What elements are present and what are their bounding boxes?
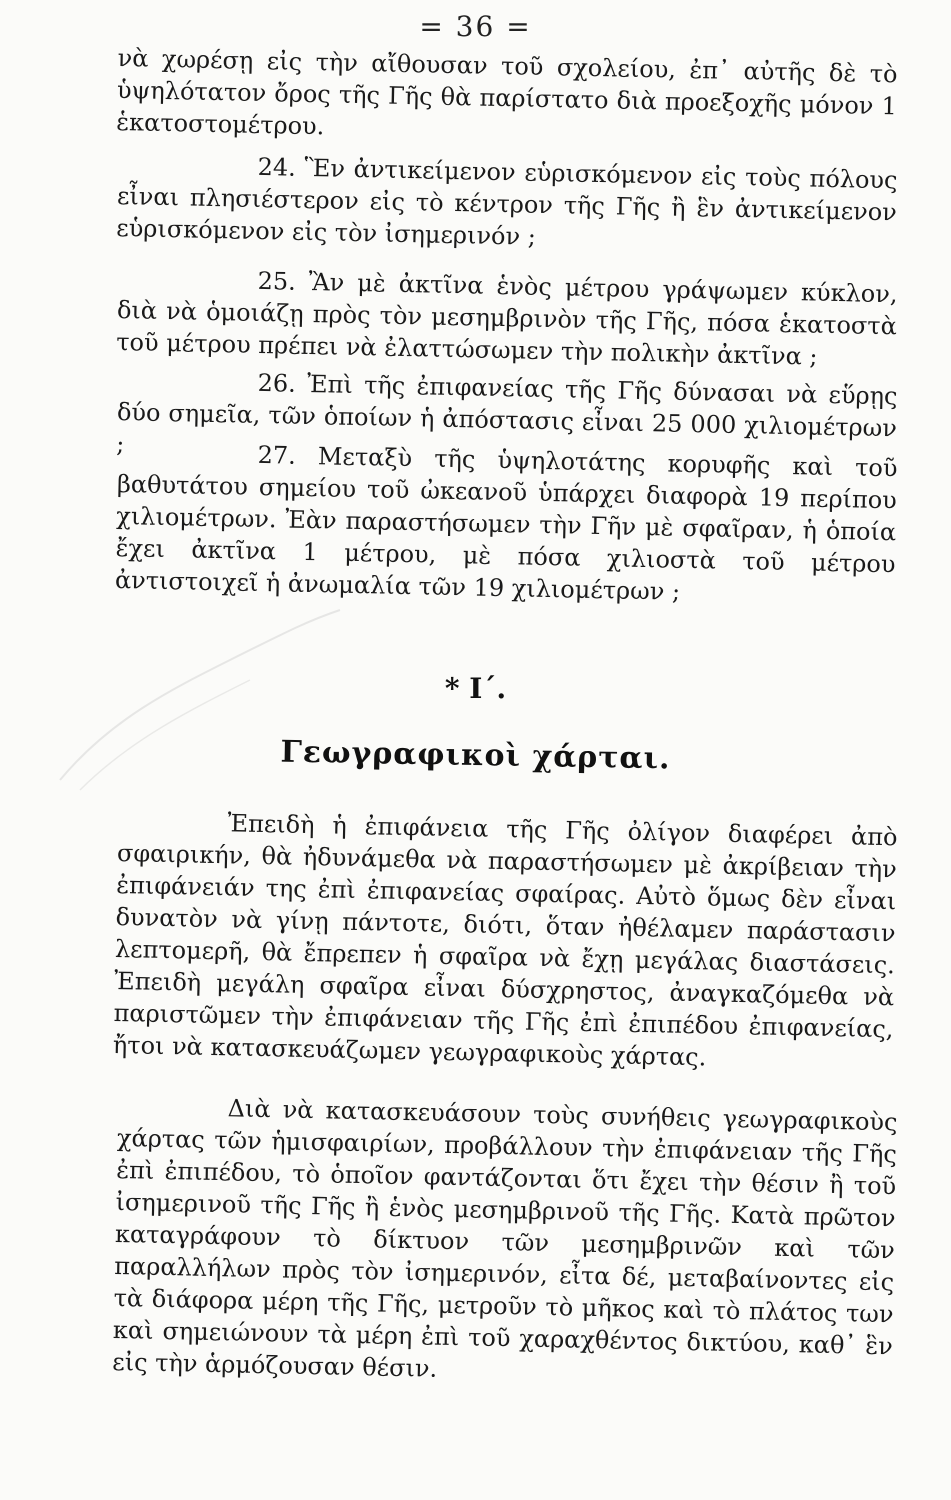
question-text: 27. Μεταξὺ τῆς ὑψηλοτάτης κορυφῆς καὶ τοῦ βαθυτάτου σημείου τοῦ ὠκεανοῦ ὑπάρχει διαφορὰ 19 περίπου χιλιομέτρων. Ἐὰν παραστήσωμεν τὴν Γῆν μὲ σφαῖραν, ἡ ὁποία ἔχει ἀκτῖνα 1 μέτρου, μὲ πόσα χιλιοστὰ τοῦ μέτρου ἀντιστοιχεῖ ἡ ἀνωμαλία τῶν 19 χιλιομέτρων ; [114,440,898,606]
continuation-paragraph [116,42,898,154]
question-25 [116,262,898,374]
body-paragraph-2 [112,1090,898,1394]
section-number: * Ι΄. [444,672,507,705]
question-24 [116,148,898,260]
paragraph-text: Διὰ νὰ κατασκευάσουν τοὺς συνήθεις γεωγραφικοὺς χάρτας τῶν ἡμισφαιρίων, προβάλλουν τὴν ἐπιφάνειαν τῆς Γῆς ἐπὶ ἐπιπέδου, τὸ ὁποῖον φαντάζονται ὅτι ἔχει τὴν θέσιν ἢ τοῦ ἰσημερινοῦ τῆς Γῆς ἢ ἑνὸς μεσημβρινοῦ τῆς Γῆς. Κατὰ πρῶτον καταγράφουν τὸ δίκτυον τῶν μεσημβρινῶν καὶ τῶν παραλλήλων πρὸς τὸν ἰσημερινόν, εἶτα δέ, μεταβαίνοντες εἰς τὰ διάφορα μέρη τῆς Γῆς, μετροῦν τὸ μῆκος καὶ τὸ πλάτος των καὶ σημειώνουν τὰ μέρη ἐπὶ τοῦ χαραχθέντος δικτύου, καθ᾽ ἓν εἰς τὴν ἁρμόζουσαν θέσιν. [112,1094,898,1383]
body-paragraph-1 [113,805,898,1077]
question-text: 24. Ἓν ἀντικείμενον εὑρισκόμενον εἰς τοὺς πόλους εἶναι πλησιέστερον εἰς τὸ κέντρον τῆς Γῆς ἢ ἓν ἀντικείμενον εὑρισκόμενον εἰς τὸν ἰσημερινόν ; [116,152,898,251]
page-number: = 36 = [419,10,532,43]
section-title: Γεωγραφικοὶ χάρται. [280,734,671,777]
question-text: 26. Ἐπὶ τῆς ἐπιφανείας τῆς Γῆς δύνασαι νὰ εὕρῃς δύο σημεῖα, τῶν ὁποίων ἡ ἀπόστασις εἶναι 25 000 χιλιομέτρων ; [116,368,898,459]
question-27 [115,436,898,612]
paragraph-text: Ἐπειδὴ ἡ ἐπιφάνεια τῆς Γῆς ὀλίγον διαφέρει ἀπὸ σφαιρικήν, θὰ ἠδυνάμεθα νὰ παραστήσωμεν μὲ ἀκρίβειαν τὴν ἐπιφάνειάν της ἐπὶ ἐπιφανείας σφαίρας. Αὐτὸ ὅμως δὲν εἶναι δυνατὸν νὰ γίνῃ πάντοτε, διότι, ὅταν ἠθέλαμεν παράστασιν λεπτομερῆ, θὰ ἔπρεπεν ἡ σφαῖρα νὰ ἔχῃ μεγάλας διαστάσεις. Ἐπειδὴ μεγάλη σφαῖρα εἶναι δύσχρηστος, ἀναγκαζόμεθα νὰ παριστῶμεν τὴν ἐπιφάνειαν τῆς Γῆς ἐπὶ ἐπιπέδου ἐπιφανείας, ἤτοι νὰ κατασκευάζωμεν γεωγραφικοὺς χάρτας. [112,809,898,1072]
paragraph-text: νὰ χωρέσῃ εἰς τὴν αἴθουσαν τοῦ σχολείου, ἐπ᾽ αὐτῆς δὲ τὸ ὑψηλότατον ὄρος τῆς Γῆς θὰ παρίστατο διὰ προεξοχῆς μόνον 1 ἑκατοστομέτρου. [116,43,898,141]
question-text: 25. Ἂν μὲ ἀκτῖνα ἑνὸς μέτρου γράψωμεν κύκλον, διὰ νὰ ὁμοιάζῃ πρὸς τὸν μεσημβρινὸν τῆς Γῆς, πόσα ἑκατοστὰ τοῦ μέτρου πρέπει νὰ ἐλαττώσωμεν τὴν πολικὴν ἀκτῖνα ; [116,266,898,371]
